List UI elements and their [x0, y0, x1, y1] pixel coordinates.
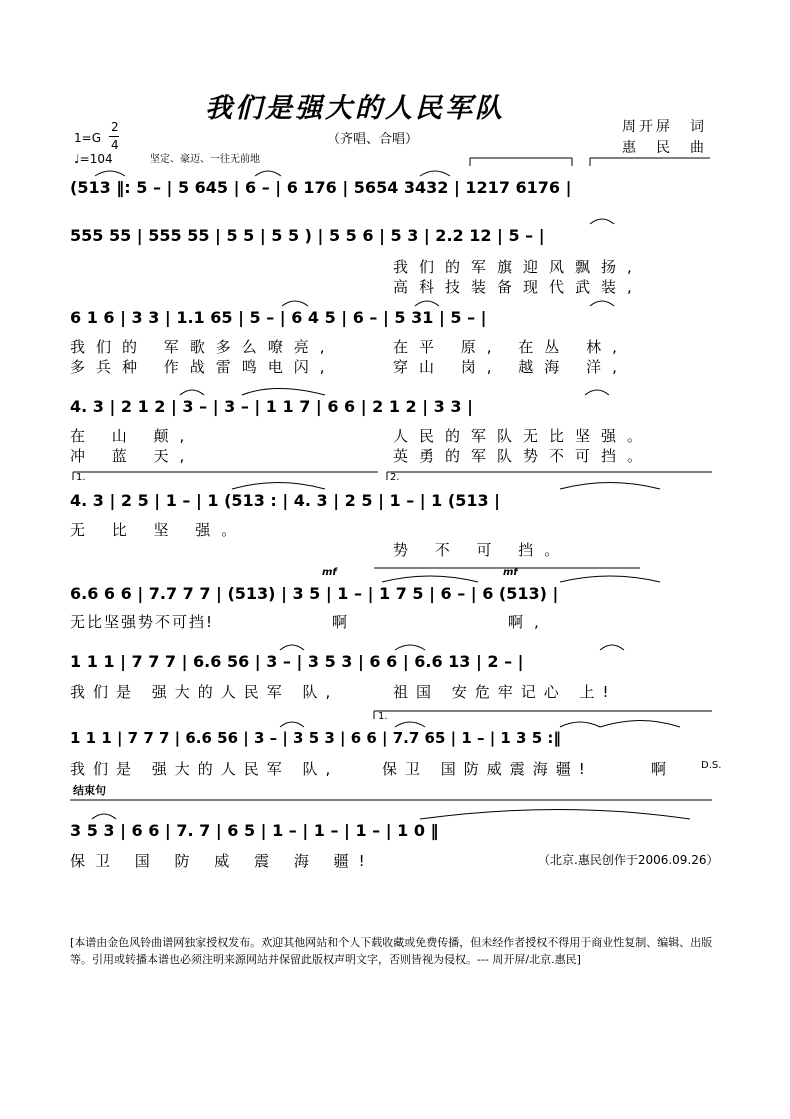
score-row-5: 4. 3 | 2 5 | 1 – | 1 (513 : | 4. 3 | 2 5 | 1 – | 1 (513 | — [70, 491, 501, 510]
lyric-row-7-right: 祖国 安危牢记心 上! — [393, 683, 617, 701]
tempo-marking: ♩=104 — [74, 152, 113, 166]
slur — [395, 645, 425, 650]
song-title: 我们是强大的人民军队 — [205, 93, 505, 124]
lyric-row-2-verse-2: 高科技装备现代武装, — [393, 278, 643, 296]
lyric-row-6-main: 无比坚强势不可挡! — [70, 613, 215, 631]
slur — [280, 722, 304, 727]
lyric-row-4-verse-1-right: 人民的军队无比坚强。 — [393, 427, 654, 445]
slur — [560, 483, 660, 490]
lyric-row-3-verse-2-right: 穿山 岗, 越海 洋, — [393, 358, 628, 376]
composition-date: （北京.惠民创作于2006.09.26） — [538, 853, 719, 867]
slur — [382, 576, 478, 582]
dynamic-mf-2: mf — [503, 567, 518, 578]
slur — [600, 645, 624, 650]
score-row-8: 1 1 1 | 7 7 7 | 6.6 56 | 3 – | 3 5 3 | 6 6 | 7.7 65 | 1 – | 1 3 5 :‖ — [70, 729, 561, 747]
lyric-row-4-verse-1-left: 在 山 颠, — [70, 427, 196, 445]
slur — [585, 390, 609, 395]
subtitle: （齐唱、合唱） — [327, 132, 419, 147]
dynamic-mf-1: mf — [322, 567, 337, 578]
slur — [95, 171, 125, 176]
slur — [232, 483, 325, 490]
volta-1: 1. — [76, 472, 86, 483]
dal-segno: D.S. — [701, 760, 722, 771]
score-row-3: 6 1 6 | 3 3 | 1.1 65 | 5 – | 6 4 5 | 6 – | 5 31 | 5 – | — [70, 308, 487, 327]
volta-2: 2. — [390, 472, 400, 483]
lyric-row-6-ah-1: 啊 — [332, 613, 359, 631]
lyric-row-8-right: 保卫 国防威震海疆! — [382, 760, 593, 778]
ending-label: 结束句 — [73, 784, 106, 797]
score-row-6: 6.6 6 6 | 7.7 7 7 | (513) | 3 5 | 1 – | 1 7 5 | 6 – | 6 (513) | — [70, 584, 559, 603]
lyric-row-6-ah-2: 啊, — [508, 613, 550, 631]
lyric-row-9: 保卫 国 防 威 震 海 疆! — [70, 852, 375, 870]
score-row-7: 1 1 1 | 7 7 7 | 6.6 56 | 3 – | 3 5 3 | 6 6 | 6.6 13 | 2 – | — [70, 652, 524, 671]
lyric-row-4-verse-2-right: 英勇的军队势不可挡。 — [393, 447, 654, 465]
copyright-notice: [本谱由金色风铃曲谱网独家授权发布。欢迎其他网站和个人下载收藏或免费传播，但未经作者授权不得用于商业性复制、编辑、出版等。引用或转播本谱也必须注明来源网站并保留此版权声明文字，否则皆视为侵权。--- 周开屏/北京.惠民] — [70, 936, 713, 966]
score-row-9: 3 5 3 | 6 6 | 7. 7 | 6 5 | 1 – | 1 – | 1 – | 1 0 ‖ — [70, 821, 439, 840]
score-row-2: 555 55 | 555 55 | 5 5 | 5 5 ) | 5 5 6 | 5 3 | 2.2 12 | 5 – | — [70, 226, 545, 245]
slur — [590, 219, 614, 224]
slur — [560, 576, 660, 582]
composer: 惠 民 曲 — [622, 140, 707, 156]
slur — [420, 171, 450, 176]
slur — [242, 389, 325, 396]
lyricist: 周开屏 词 — [622, 119, 707, 135]
key-signature: 1=G — [74, 131, 101, 145]
slur — [590, 301, 614, 306]
lyric-row-8-left: 我们是 强大的人民军 队, — [70, 760, 339, 778]
score-row-1: (513 ‖: 5 – | 5 645 | 6 – | 6 176 | 5654 3432 | 1217 6176 | — [70, 178, 572, 197]
slur — [282, 301, 308, 306]
slur — [420, 810, 690, 820]
lyric-row-7-left: 我们是 强大的人民军 队, — [70, 683, 339, 701]
slur — [92, 814, 116, 819]
volta-1-row-8: 1. — [378, 711, 388, 722]
slur — [180, 390, 204, 395]
slur — [395, 722, 425, 727]
slur — [415, 301, 439, 306]
lyric-row-8-ah: 啊 — [651, 760, 678, 778]
slur — [255, 171, 281, 176]
slur — [560, 722, 600, 727]
lyric-row-3-verse-2-left: 多兵种 作战雷鸣电闪, — [70, 358, 336, 376]
lyric-row-3-verse-1-left: 我们的 军歌多么嘹亮, — [70, 338, 336, 356]
slur — [600, 721, 680, 728]
lyric-row-2-verse-1: 我们的军旗迎风飘扬, — [393, 258, 643, 276]
time-signature-denominator: 4 — [111, 138, 119, 152]
score-row-4: 4. 3 | 2 1 2 | 3 – | 3 – | 1 1 7 | 6 6 | 2 1 2 | 3 3 | — [70, 397, 473, 416]
time-signature-numerator: 2 — [111, 120, 119, 134]
lyric-row-4-verse-2-left: 冲 蓝 天, — [70, 447, 196, 465]
slur — [280, 645, 304, 650]
lyric-row-5-left: 无 比 坚 强。 — [70, 521, 248, 539]
lyric-row-5-right: 势 不 可 挡。 — [393, 541, 571, 559]
lyric-row-3-verse-1-right: 在平 原, 在丛 林, — [393, 338, 628, 356]
expression-marking: 坚定、豪迈、一往无前地 — [150, 154, 260, 165]
